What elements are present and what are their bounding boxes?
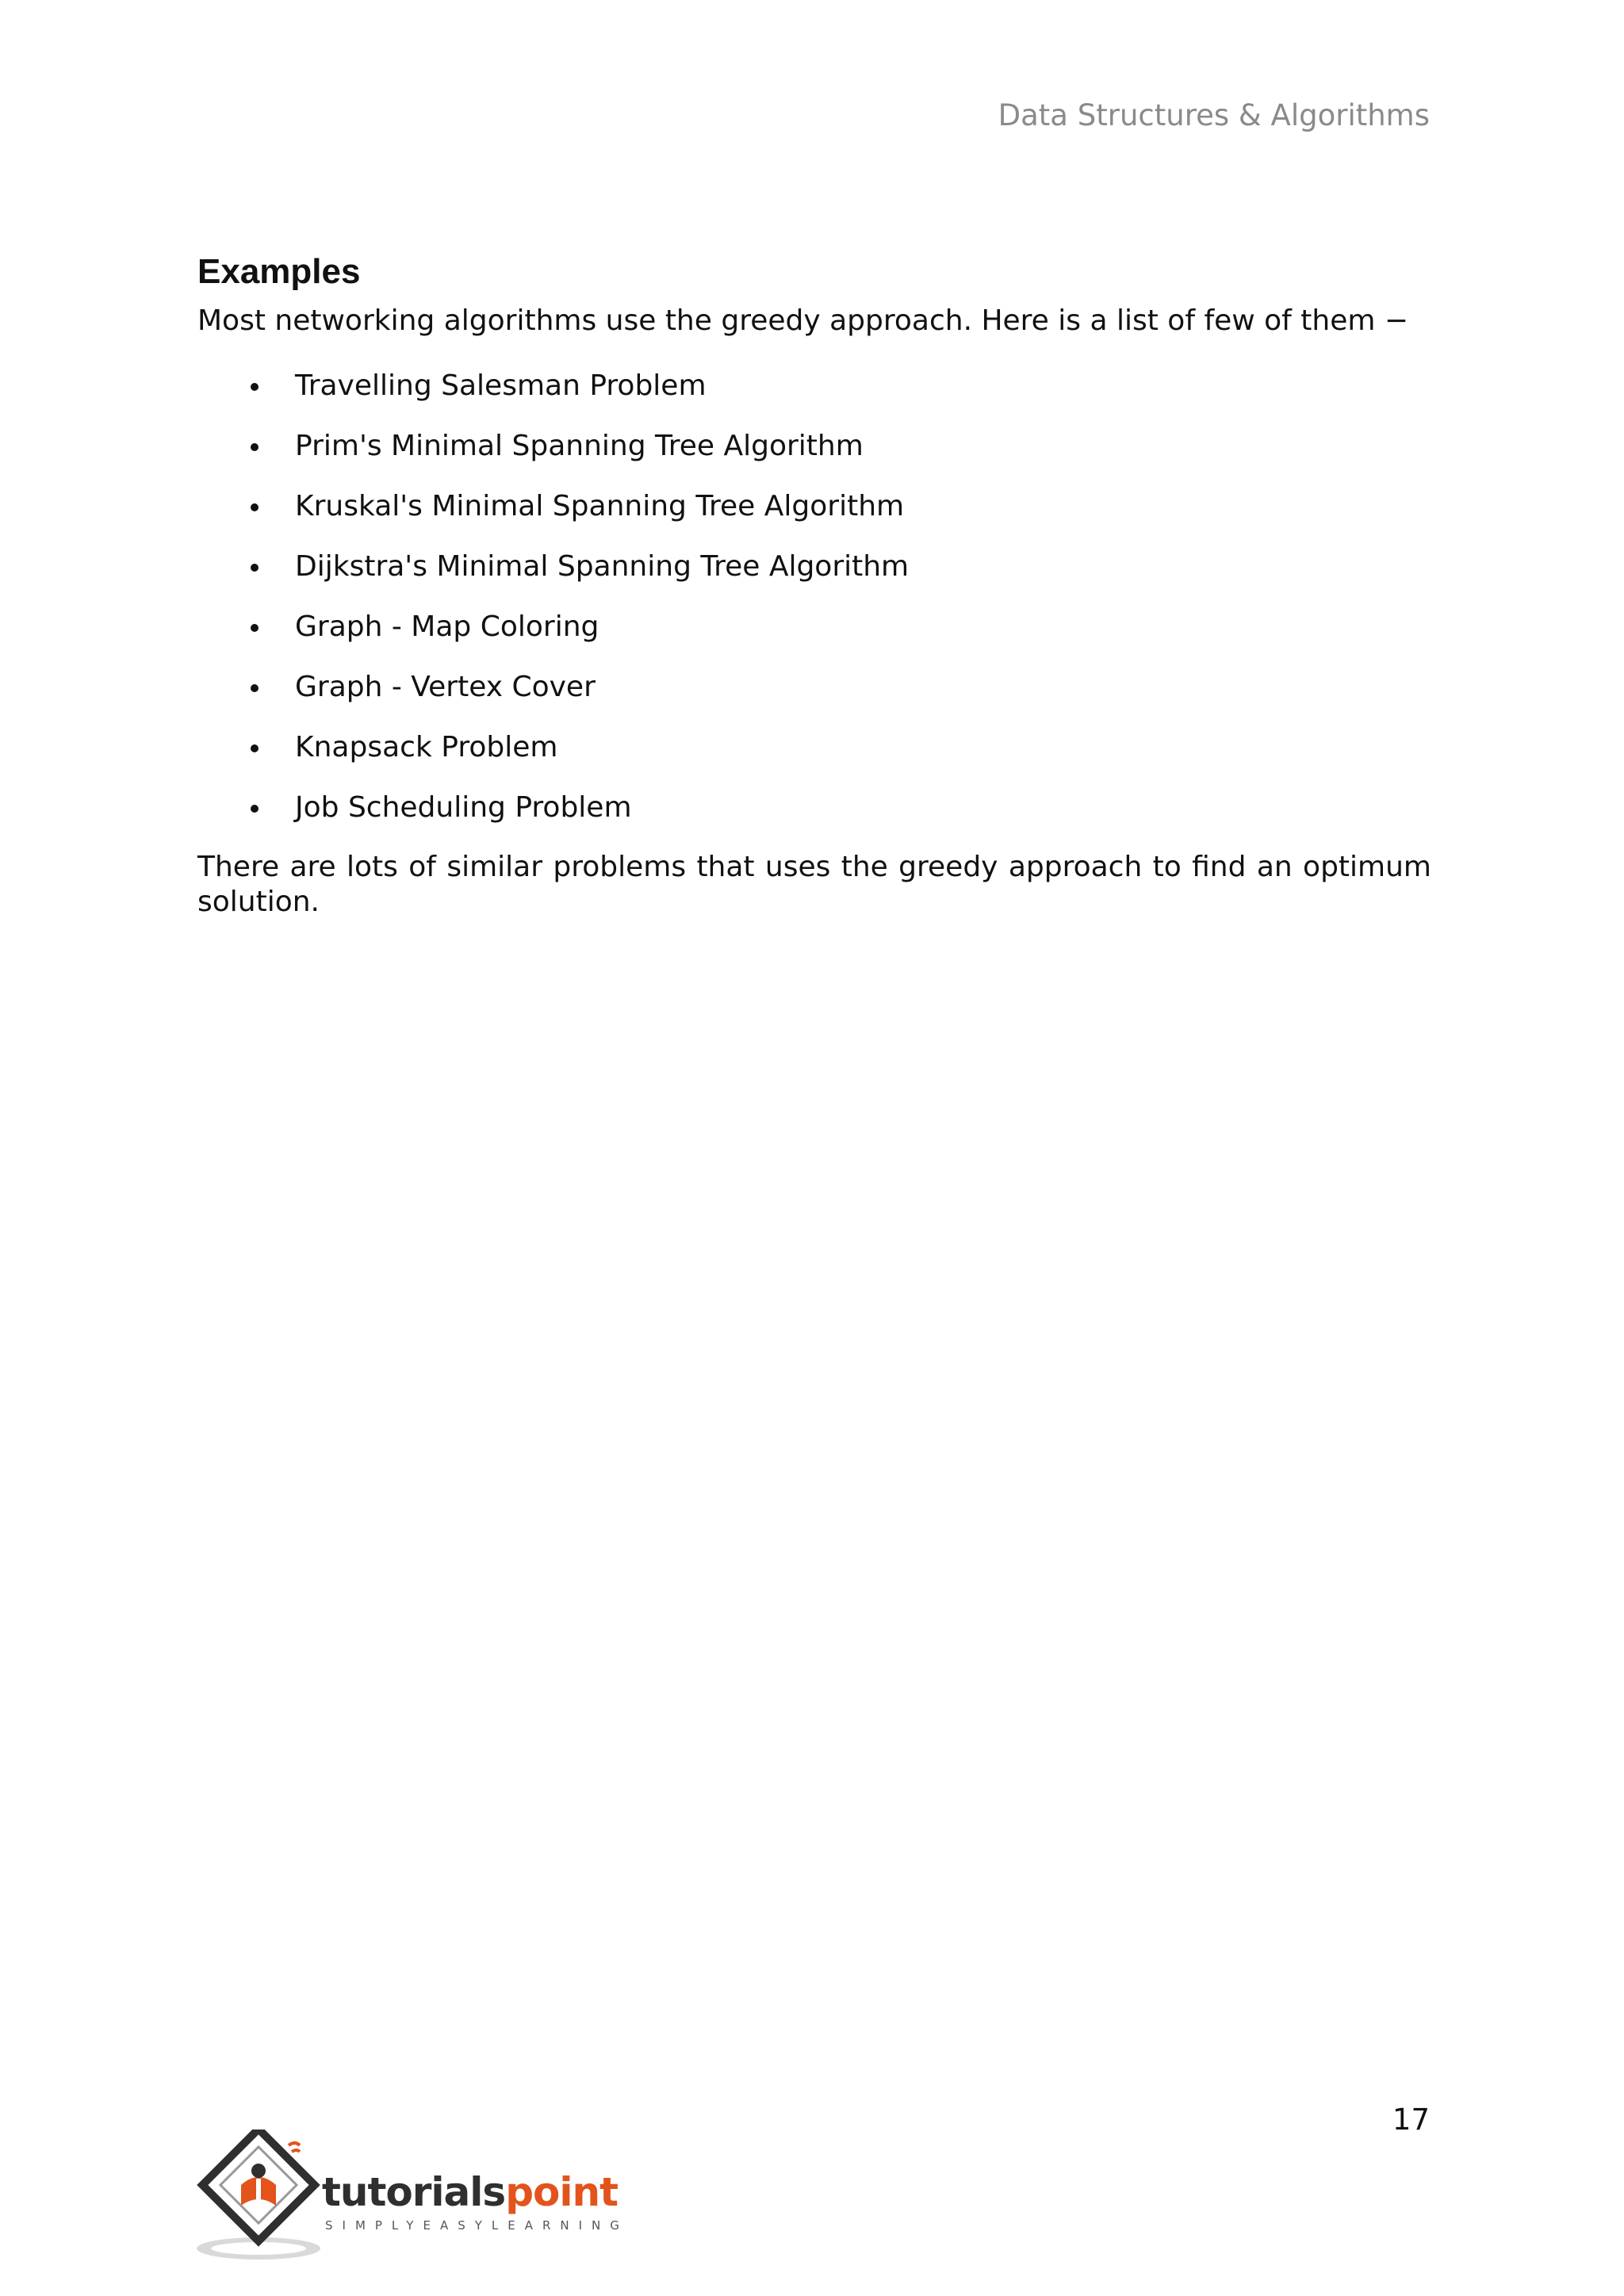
section-title: Examples bbox=[197, 252, 361, 291]
bullet-icon bbox=[251, 383, 259, 391]
list-item bbox=[197, 368, 1431, 428]
list-item-text: Graph - Vertex Cover bbox=[295, 671, 596, 703]
bullet-icon bbox=[251, 744, 259, 752]
list-item-text: Dijkstra's Minimal Spanning Tree Algorithm bbox=[295, 550, 910, 583]
list-item-text: Prim's Minimal Spanning Tree Algorithm bbox=[295, 430, 864, 462]
bullet-icon bbox=[251, 503, 259, 511]
running-header: Data Structures & Algorithms bbox=[998, 98, 1430, 132]
logo-wordmark bbox=[322, 2169, 618, 2215]
bullet-icon bbox=[251, 443, 259, 451]
list-item bbox=[197, 609, 1431, 669]
list-item-text: Knapsack Problem bbox=[295, 731, 558, 763]
logo-tagline: SIMPLYEASYLEARNING bbox=[325, 2218, 629, 2233]
page-content bbox=[197, 252, 1431, 920]
examples-list bbox=[197, 368, 1431, 850]
page-number: 17 bbox=[1392, 2103, 1430, 2137]
closing-paragraph: There are lots of similar problems that uses the greedy approach to find an optimum solution. bbox=[197, 851, 1431, 918]
list-item-text: Travelling Salesman Problem bbox=[295, 369, 707, 402]
list-item bbox=[197, 669, 1431, 729]
list-item bbox=[197, 729, 1431, 790]
list-item bbox=[197, 790, 1431, 850]
list-item-text: Job Scheduling Problem bbox=[295, 791, 632, 824]
list-item bbox=[197, 488, 1431, 549]
bullet-icon bbox=[251, 805, 259, 813]
list-item-text: Graph - Map Coloring bbox=[295, 610, 599, 643]
list-item-text: Kruskal's Minimal Spanning Tree Algorithm bbox=[295, 490, 905, 522]
list-item bbox=[197, 549, 1431, 609]
intro-paragraph: Most networking algorithms use the greedy approach. Here is a list of few of them − bbox=[197, 304, 1409, 337]
logo-emblem-icon bbox=[195, 2130, 330, 2264]
bullet-icon bbox=[251, 624, 259, 632]
logo-word-accent: point bbox=[505, 2169, 618, 2215]
tutorialspoint-logo bbox=[195, 2130, 639, 2264]
logo-word-dark: tutorials bbox=[322, 2169, 506, 2215]
bullet-icon bbox=[251, 684, 259, 692]
list-item bbox=[197, 428, 1431, 488]
bullet-icon bbox=[251, 564, 259, 572]
